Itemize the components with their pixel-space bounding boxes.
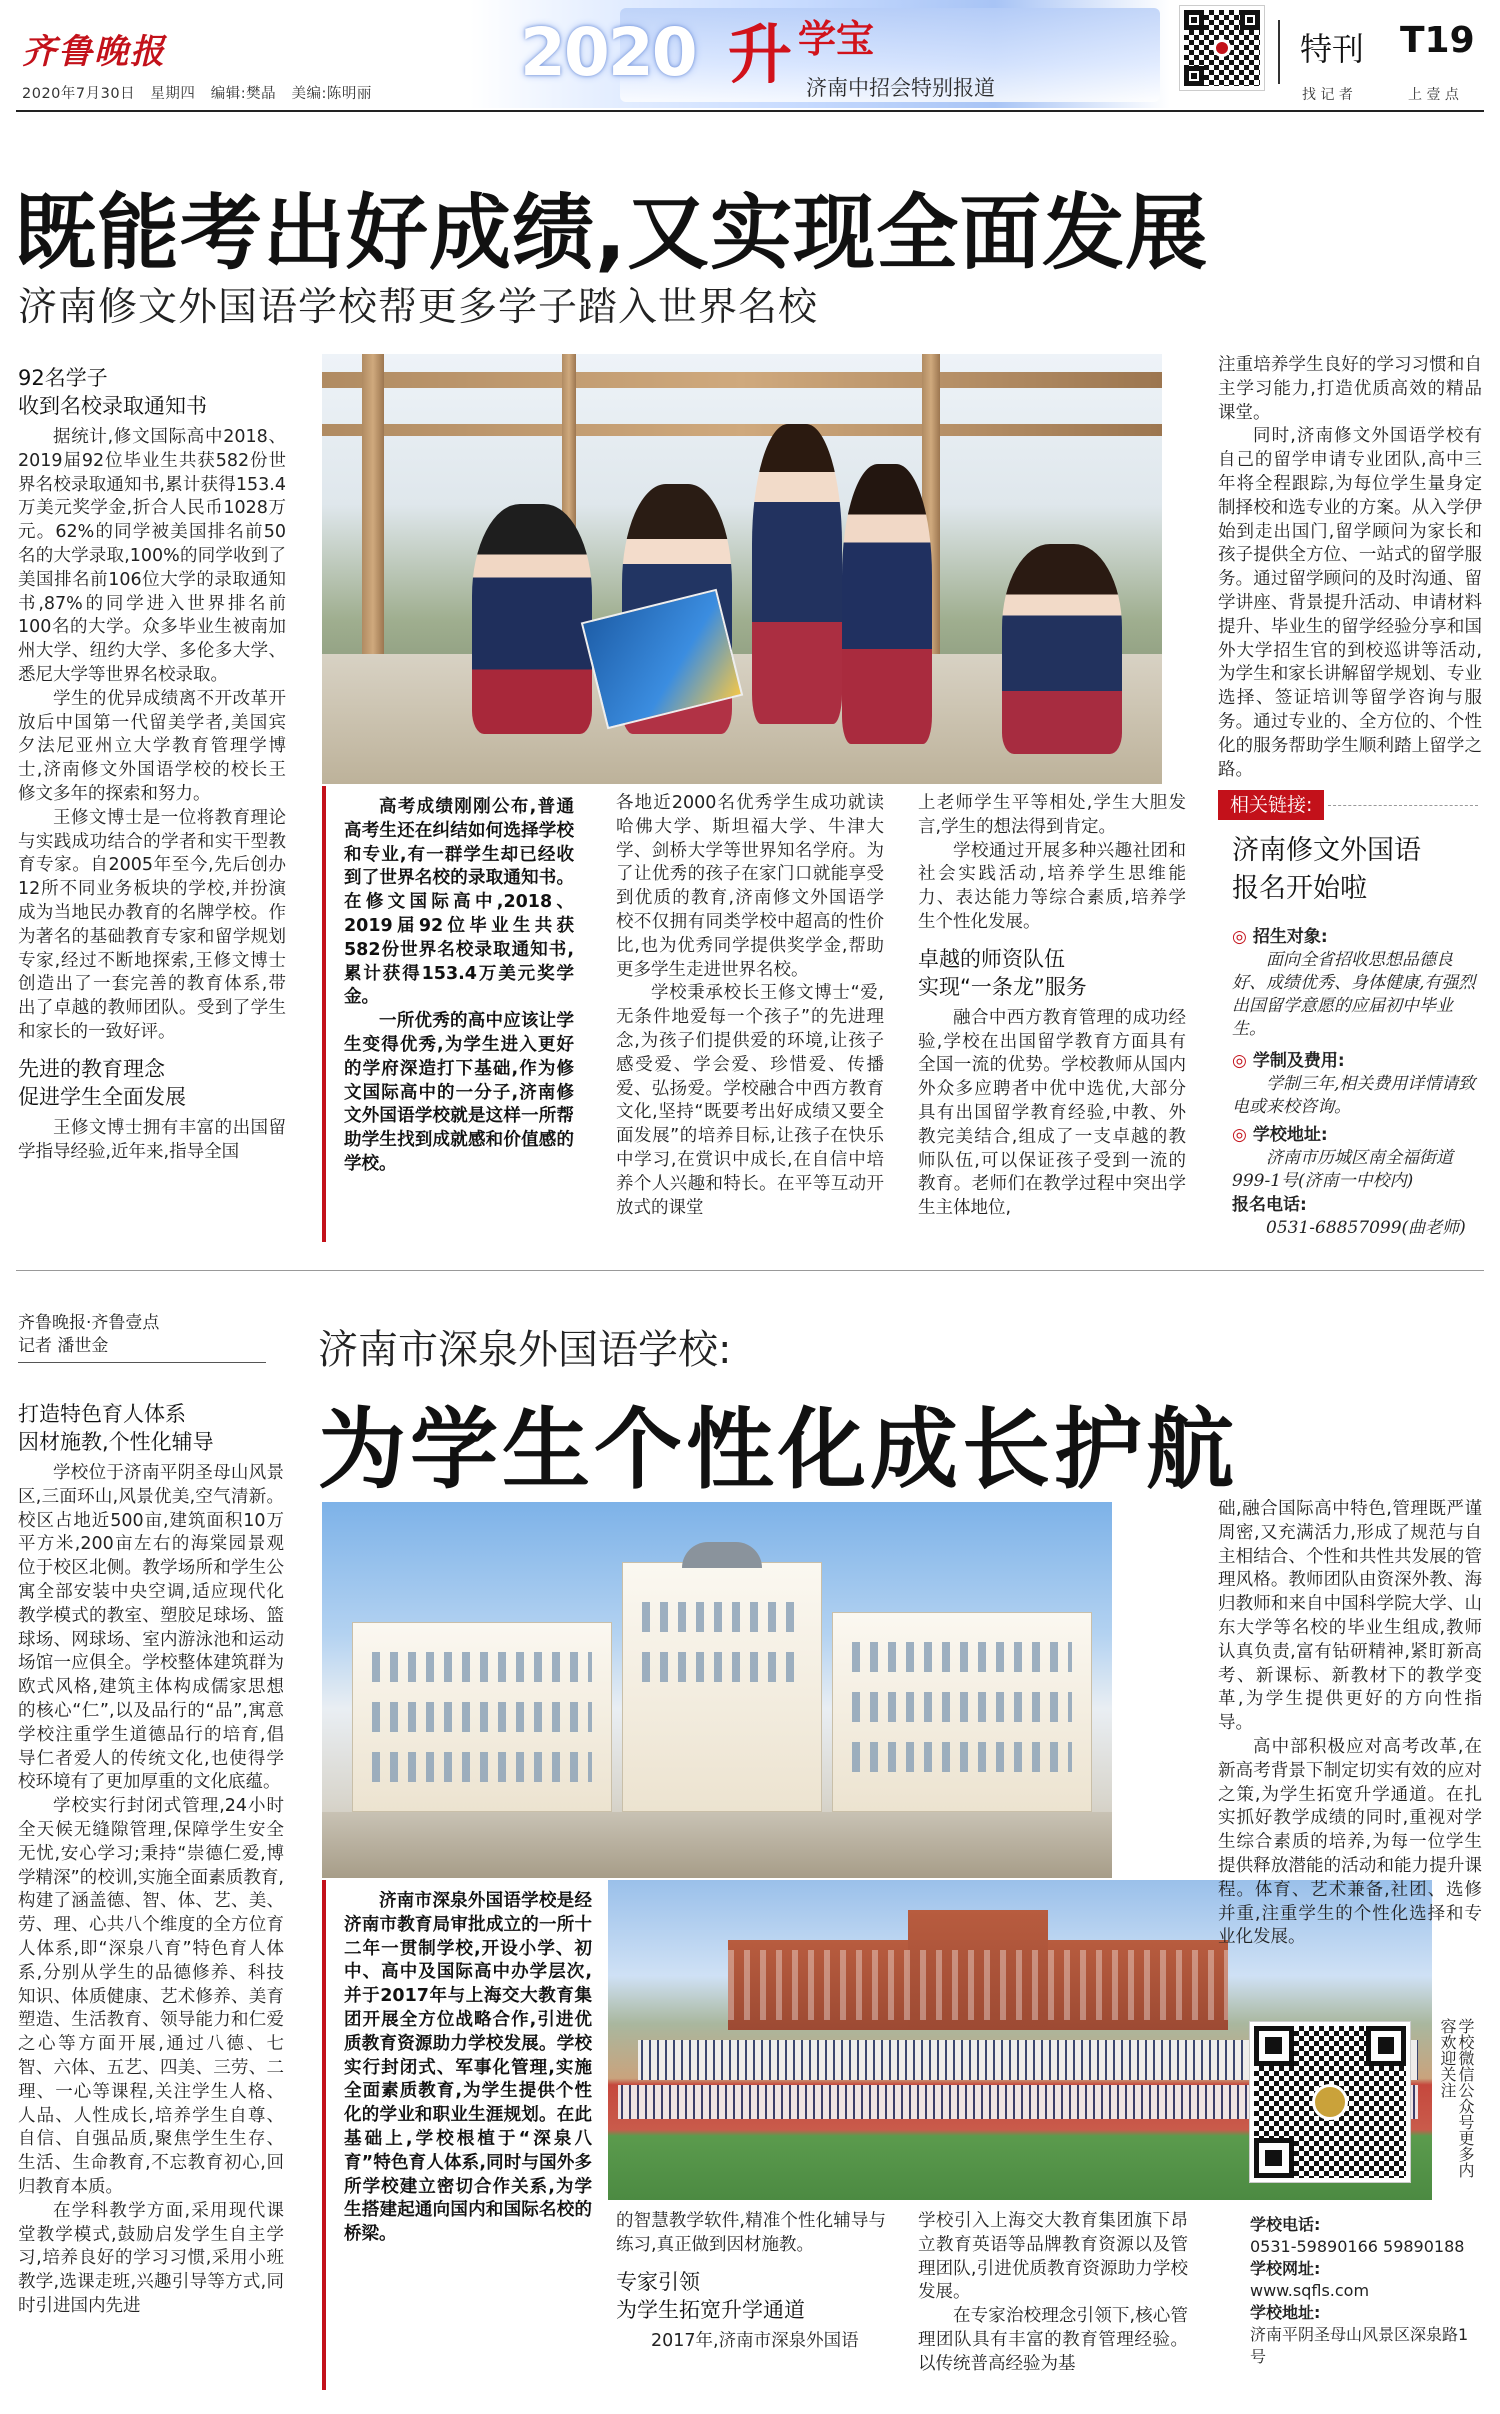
weekday: 星期四 xyxy=(150,86,196,102)
paragraph: 上老师学生平等相处,学生大胆发言,学生的想法得到肯定。 xyxy=(918,793,1186,837)
article1-lead xyxy=(326,786,588,1242)
masthead-divider xyxy=(1278,20,1280,84)
article1-col1 xyxy=(18,364,286,1244)
paragraph: 王修文博士拥有丰富的出国留学指导经验,近年来,指导全国 xyxy=(18,1117,286,1162)
issue-date xyxy=(22,82,372,103)
paragraph: 学校引入上海交大教育集团旗下昂立教育英语等品牌教育资源以及管理团队,引进优质教育资源助力学校发展。 xyxy=(918,2211,1188,2303)
related-item: ◎ 招生对象: 面向全省招收思想品德良好、成绩优秀、身体健康,有强烈出国留学意愿的应届初中毕业生。 xyxy=(1232,927,1476,1039)
school-address: 济南平阴圣母山风景区深泉路1号 xyxy=(1250,2325,1469,2366)
article2-byline: 齐鲁晚报·齐鲁壹点 记者 潘世金 xyxy=(18,1313,160,1356)
lead-paragraph: 一所优秀的高中应该让学生变得优秀,为学生进入更好的学府深造打下基础,作为修文国际高中的一分子,济南修文外国语学校就是这样一所帮助学生找到成就感和价值感的学校。 xyxy=(344,1011,574,1174)
article1-subhead: 济南修文外国语学校帮更多学子踏入世界名校 xyxy=(18,285,819,330)
paragraph: 同时,济南修文外国语学校有自己的留学申请专业团队,高中三年将全程跟踪,为每位学生量身定制择校和选专业的方案。从入学伊始到走出国门,留学顾问为家长和孩子提供全方位、一站式的留学服务。通过留学顾问的及时沟通、留学讲座、背景提升活动、申请材料提升、毕业生的留学经验分享和国外大学招生官的到校巡讲等活动,为学生和家长讲解留学规划、专业选择、签证培训等留学咨询与服务。通过专业的、全方位的、个性化的服务帮助学生顺利踏上留学之路。 xyxy=(1218,426,1482,778)
paragraph: 的智慧教学软件,精准个性化辅导与练习,真正做到因材施教。 xyxy=(616,2211,886,2255)
qr-code xyxy=(1180,6,1264,90)
related-tag: 相关链接: xyxy=(1218,790,1324,820)
bullet-icon: ◎ xyxy=(1232,927,1247,947)
article2-col4 xyxy=(918,2210,1188,2400)
students-reading-photo xyxy=(322,354,1162,784)
paragraph: 础,融合国际高中特色,管理既严谨周密,又充满活力,形成了规范与自主相结合、个性和共性共发展的管理风格。教师团队由资深外教、海归教师和来自中国科学院大学、山东大学等名校的毕业生组成,教师认真负责,富有钻研精神,紧盯新高考、新课标、新教材下的教学变革,为学生提供更好的方向性指导。 xyxy=(1218,1499,1482,1734)
tagline-right: 上 壹 点 xyxy=(1408,87,1459,103)
school-contact: 学校电话: 0531-59890166 59890188 学校网址: www.sqfls.com 学校地址: 济南平阴圣母山风景区深泉路1号 xyxy=(1250,2215,1469,2366)
section-divider xyxy=(16,1270,1484,1271)
school-website: www.sqfls.com xyxy=(1250,2281,1370,2300)
paragraph: 学校秉承校长王修文博士“爱,无条件地爱每一个孩子”的先进理念,为孩子们提供爱的环境,让孩子感受爱、学会爱、珍惜爱、传播爱、弘扬爱。学校融合中西方教育文化,坚持“既要考出好成绩又要全面发展”的培养目标,让孩子在快乐中学习,在赏识中成长,在自信中培养个人兴趣和特长。在平等互动开放式的课堂 xyxy=(616,983,884,1218)
bullet-icon: ◎ xyxy=(1232,1125,1247,1145)
editor: 编辑:樊晶 xyxy=(210,86,277,102)
designer: 美编:陈明丽 xyxy=(291,86,372,102)
article2-col5 xyxy=(1218,1498,1482,1978)
article1-col3 xyxy=(616,792,884,1244)
paragraph: 王修文博士是一位将教育理论与实践成功结合的学者和实干型教育专家。自2005年至今,先后创办12所不同业务板块的学校,并扮演成为当地民办教育的名牌学校。作为著名的基础教育专家和留学规划专家,经过不断地探索,王修文博士创造出了一套完善的教育体系,带出了卓越的教师团队。受到了学生和家长的一致好评。 xyxy=(18,807,286,1042)
section-label: 特刊 xyxy=(1300,30,1365,68)
brand-rest: 学宝 xyxy=(798,16,875,61)
date: 2020年7月30日 xyxy=(22,86,136,102)
school-building-photo xyxy=(322,1502,1112,1878)
article2-col3 xyxy=(616,2210,886,2400)
article1-section1-title: 92名学子 收到名校录取通知书 xyxy=(18,366,207,418)
tagline-left: 找 记 者 xyxy=(1302,87,1353,103)
page-number: T19 xyxy=(1400,20,1475,61)
related-phone: 报名电话: 0531-68857099(曲老师) xyxy=(1232,1195,1466,1238)
paragraph: 学生的优异成绩离不开改革开放后中国第一代留美学者,美国宾夕法尼亚州立大学教育管理学博士,济南修文外国语学校的校长王修文多年的探索和努力。 xyxy=(18,688,286,804)
paragraph: 在学科教学方面,采用现代课堂教学模式,鼓励启发学生自主学习,培养良好的学习习惯,采用小班教学,选课走班,兴趣引导等方式,同时引进国内先进 xyxy=(18,2200,284,2316)
qr-caption: 学校微信公众号更多内容欢迎关注 xyxy=(1438,2018,1475,2178)
school-qr-code xyxy=(1250,2022,1410,2182)
related-item: ◎ 学校地址: 济南市历城区南全福街道999-1号(济南一中校内) xyxy=(1232,1125,1453,1191)
paragraph: 据统计,修文国际高中2018、2019届92位毕业生共获582份世界名校录取通知书,累计获得153.4万美元奖学金,折合人民币1028万元。62%的同学被美国排名前50名的大学录取,100%的同学收到了美国排名前106位大学的录取通知书,87%的同学进入世界排名前100名的大学。众多毕业生被南加州大学、纽约大学、多伦多大学、悉尼大学等世界名校录取。 xyxy=(18,427,286,685)
article1-col4 xyxy=(918,792,1186,1244)
school-phone: 0531-59890166 59890188 xyxy=(1250,2237,1465,2256)
paragraph: 融合中西方教育管理的成功经验,学校在出国留学教育方面具有全国一流的优势。学校教师从国内外众多应聘者中优中选优,大部分具有出国留学教育经验,中教、外教完美结合,组成了一支卓越的教师队伍,可以保证孩子受到一流的教育。老师们在教学过程中突出学生主体地位, xyxy=(918,1007,1186,1219)
article2-kicker: 济南市深泉外国语学校: xyxy=(318,1327,732,1373)
article1-headline: 既能考出好成绩,又实现全面发展 xyxy=(14,186,1209,281)
related-title: 济南修文外国语 报名开始啦 xyxy=(1232,835,1421,904)
related-item: ◎ 学制及费用: 学制三年,相关费用详情请致电或来校咨询。 xyxy=(1232,1051,1476,1117)
paragraph: 2017年,济南市深泉外国语 xyxy=(651,2330,859,2351)
paragraph: 高中部积极应对高考改革,在新高考背景下制定切实有效的应对之策,为学生拓宽升学通道。在扎实抓好教学成绩的同时,重视对学生综合素质的培养,为每一位学生提供释放潜能的活动和能力提升课程。体育、艺术兼备,社团、选修并重,注重学生的个性化选择和专业化发展。 xyxy=(1218,1736,1482,1948)
masthead-subtitle: 济南中招会特别报道 xyxy=(806,76,995,100)
article1-section3-title: 卓越的师资队伍 实现“一条龙”服务 xyxy=(918,946,1087,999)
paragraph: 学校实行封闭式管理,24小时全天候无缝隙管理,保障学生安全无忧,安心学习;秉持“崇德仁爱,博学精深”的校训,实施全面素质教育,构建了涵盖德、智、体、艺、美、劳、理、心共八个维度的全方位育人体系,即“深泉八育”特色育人体系,分别从学生的品德修养、科技知识、体质健康、艺术修养、美育塑造、生活教育、领导能力和仁爱之心等方面开展,通过八德、七智、六体、五艺、四美、三劳、二理、一心等课程,关注学生人格、人品、人性成长,培养学生自尊、自信、自强品质,聚焦学生生存、生活、生命教育,不忘教育初心,回归教育本质。 xyxy=(18,1796,284,2197)
masthead-rule xyxy=(16,110,1484,112)
related-links-box xyxy=(1218,790,1480,1250)
brand-char: 升 xyxy=(728,18,792,93)
paragraph: 学校通过开展多种兴趣社团和社会实践活动,培养学生思维能力、表达能力等综合素质,培养学生个性化发展。 xyxy=(918,840,1186,932)
article2-section1-title: 打造特色育人体系 因材施教,个性化辅导 xyxy=(18,1402,214,1454)
paragraph: 学校位于济南平阴圣母山风景区,三面环山,风景优美,空气清新。校区占地近500亩,建筑面积10万平方米,200亩左右的海棠园景观位于校区北侧。教学场所和学生公寓全部安装中央空调,适应现代化教学模式的教室、塑胶足球场、篮球场、网球场、室内游泳池和运动场馆一应俱全。学校整体建筑群为欧式风格,建筑主体构成儒家思想的核心“仁”,以及品行的“品”,寓意学校注重学生道德品行的培育,倡导仁者爱人的传统文化,也使得学校环境有了更加厚重的文化底蕴。 xyxy=(18,1463,284,1793)
paragraph: 在专家治校理念引领下,核心管理团队具有丰富的教育管理经验。以传统普高经验为基 xyxy=(918,2306,1188,2374)
newspaper-logo: 齐鲁晚报 xyxy=(22,32,166,72)
article2-section2-title: 专家引领 为学生拓宽升学通道 xyxy=(616,2269,805,2322)
article2-col1 xyxy=(18,1400,284,2400)
masthead xyxy=(0,0,1500,112)
paragraph: 注重培养学生良好的学习习惯和自主学习能力,打造优质高效的精品课堂。 xyxy=(1218,355,1482,423)
article2-lead xyxy=(326,1880,606,2390)
bullet-icon: ◎ xyxy=(1232,1051,1247,1071)
lead-paragraph: 高考成绩刚刚公布,普通高考生还在纠结如何选择学校和专业,有一群学生却已经收到了世界名校的录取通知书。在修文国际高中,2018、2019届92位毕业生共获582份世界名校录取通知书,累计获得153.4万美元奖学金。 xyxy=(344,797,574,1008)
article2-headline: 为学生个性化成长护航 xyxy=(318,1398,1239,1501)
lead-paragraph: 济南市深泉外国语学校是经济南市教育局审批成立的一所十二年一贯制学校,开设小学、初中、高中及国际高中办学层次,并于2017年与上海交大教育集团开展全方位战略合作,引进优质教育资源助力学校发展。学校实行封闭式、军事化管理,实施全面素质教育,为学生提供个性化的学业和职业生涯规划。在此基础上,学校根植于“深泉八育”特色育人体系,同时与国外多所学校建立密切合作关系,为学生搭建起通向国内和国际名校的桥梁。 xyxy=(344,1891,592,2245)
year-badge: 2020 xyxy=(520,14,696,91)
article1-col5 xyxy=(1218,354,1482,778)
article1-section2-title: 先进的教育理念 促进学生全面发展 xyxy=(18,1056,186,1109)
paragraph: 各地近2000名优秀学生成功就读哈佛大学、斯坦福大学、牛津大学、剑桥大学等世界知名学府。为了让优秀的孩子在家门口就能享受到优质的教育,济南修文外国语学校不仅拥有同类学校中超高的性价比,也为优秀同学提供奖学金,帮助更多学生走进世界名校。 xyxy=(616,793,884,980)
